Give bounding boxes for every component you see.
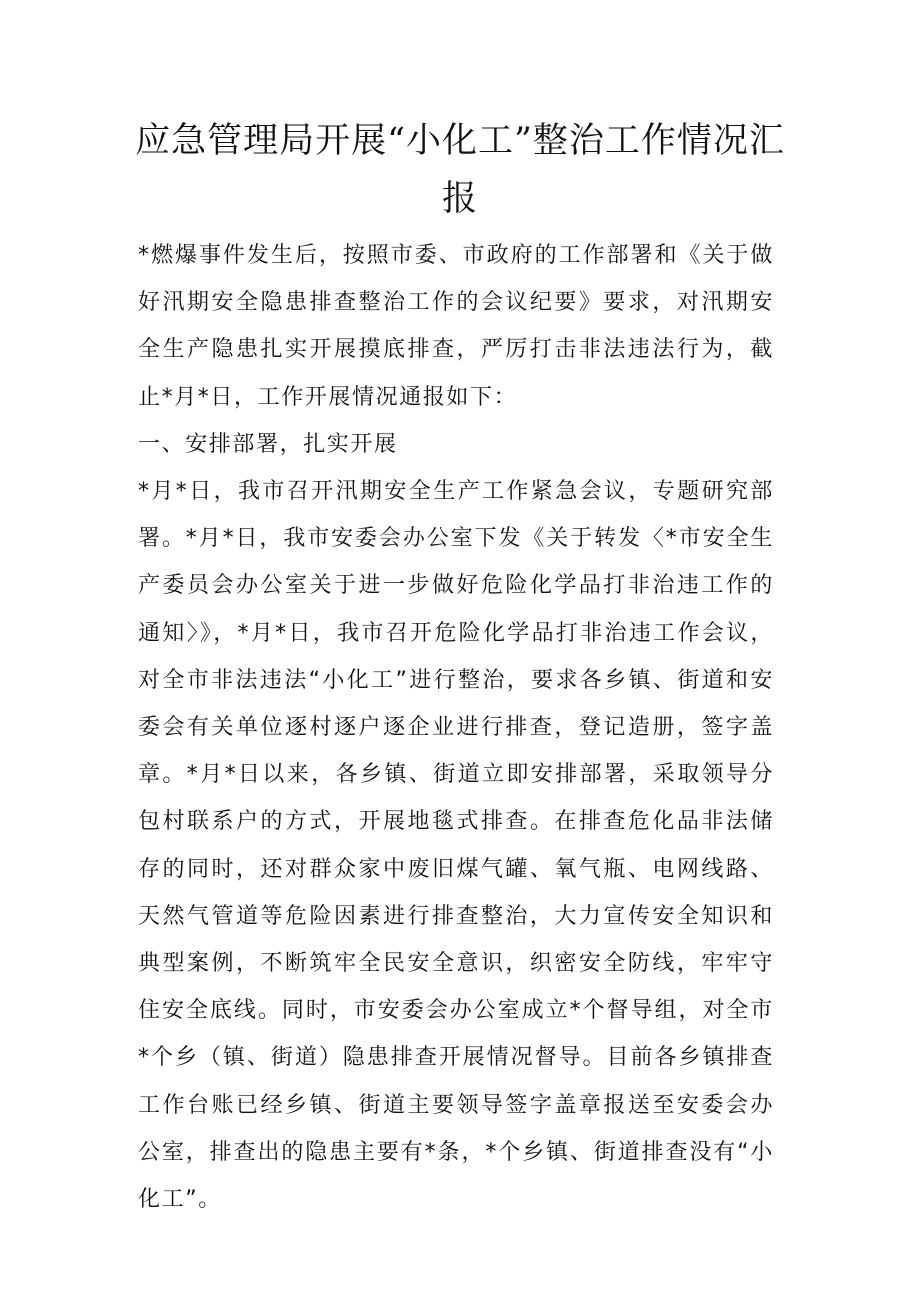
intro-paragraph: *燃爆事件发生后，按照市委、市政府的工作部署和《关于做好汛期安全隐患排查整治工作的会议纪要》要求，对汛期安全生产隐患扎实开展摸底排查，严厉打击非法违法行为，截止*月*日，工作开展情况通报如下： bbox=[138, 243, 774, 410]
section-heading-1: 一、安排部署，扎实开展 bbox=[138, 431, 398, 457]
document-body bbox=[138, 232, 774, 1223]
section-1-paragraph: *月*日，我市召开汛期安全生产工作紧急会议，专题研究部署。*月*日，我市安委会办公室下发《关于转发〈*市安全生产委员会办公室关于进一步做好危险化学品打非治违工作的通知〉》，*月*日，我市召开危险化学品打非治违工作会议，对全市非法违法“小化工”进行整治，要求各乡镇、街道和安委会有关单位逐村逐户逐企业进行排查，登记造册，签字盖章。*月*日以来，各乡镇、街道立即安排部署，采取领导分包村联系户的方式，开展地毯式排查。在排查危化品非法储存的同时，还对群众家中废旧煤气罐、氧气瓶、电网线路、天然气管道等危险因素进行排查整治，大力宣传安全知识和典型案例，不断筑牢全民安全意识，织密安全防线，牢牢守住安全底线。同时，市安委会办公室成立*个督导组，对全市*个乡（镇、街道）隐患排查开展情况督导。目前各乡镇排查工作台账已经乡镇、街道主要领导签字盖章报送至安委会办公室，排查出的隐患主要有*条，*个乡镇、街道排查没有“小化工”。 bbox=[138, 479, 774, 1213]
document-title: 应急管理局开展“小化工”整治工作情况汇报 bbox=[135, 121, 785, 219]
